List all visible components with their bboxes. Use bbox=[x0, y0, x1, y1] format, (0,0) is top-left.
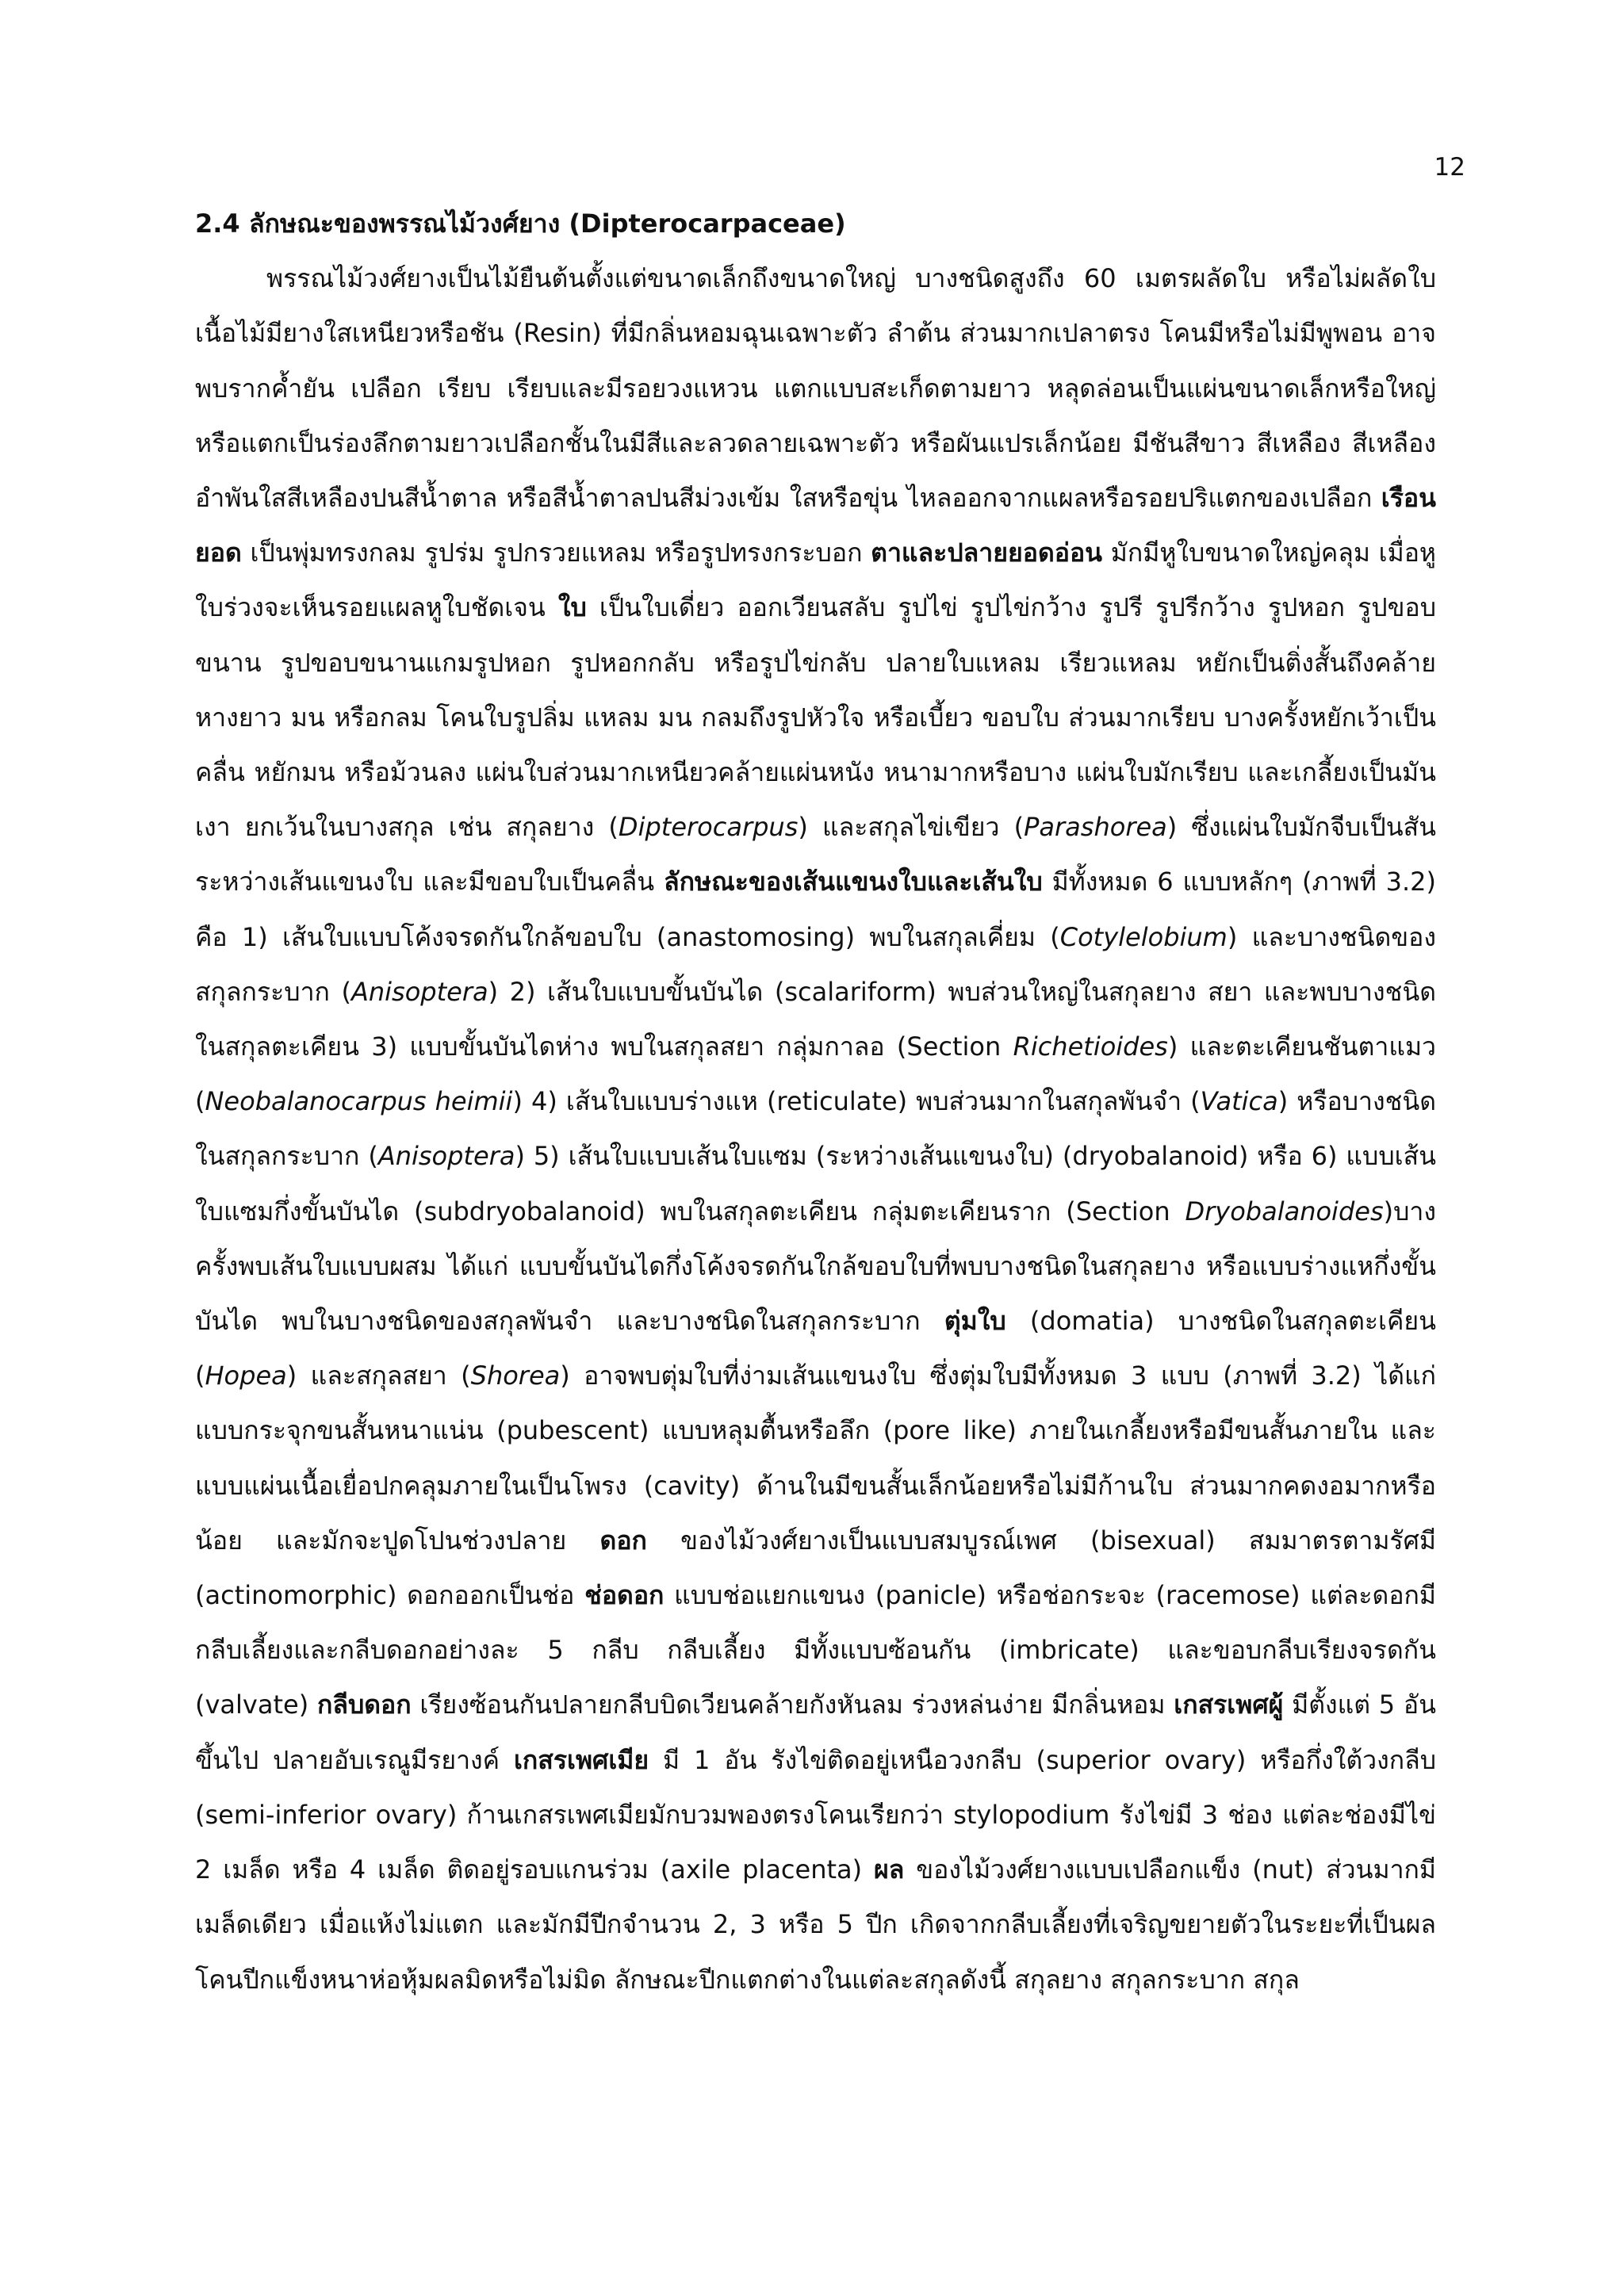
text-run: เป็นพุ่มทรงกลม รูปร่ม รูปกรวยแหลม หรือรูปทรงกระบอก bbox=[241, 538, 871, 568]
bold-term: เกสรเพศผู้ bbox=[1174, 1689, 1284, 1720]
text-run: )บางครั้งพบเส้นใบแบบผสม ได้แก่ แบบขั้นบันไดกึ่งโค้งจรดกันใกล้ขอบใบที่พบบางชนิดในสกุลยาง หรือแบบร่างแหกึ่งขั้นบันได พบในบางชนิดของสกุลพันจำ และบางชนิดในสกุลกระบาก bbox=[195, 1196, 1436, 1337]
scientific-name: Shorea bbox=[470, 1360, 561, 1391]
text-run: มีทั้งหมด 6 แบบหลักๆ (ภาพที่ 3.2) คือ 1) เส้นใบแบบโค้งจรดกันใกล้ขอบใบ (anastomosing) พบในสกุลเคี่ยม ( bbox=[195, 867, 1437, 952]
text-run: ) และตะเคียนชันตาแมว ( bbox=[195, 1031, 1437, 1117]
bold-term: ใบ bbox=[557, 592, 587, 623]
scientific-name: Neobalanocarpus heimii bbox=[205, 1086, 513, 1117]
section-body bbox=[195, 197, 1436, 2007]
text-run: มีตั้งแต่ 5 อันขึ้นไป ปลายอับเรณูมีรยางค์ bbox=[195, 1689, 1437, 1775]
bold-term: ลักษณะของเส้นแขนงใบและเส้นใบ bbox=[664, 867, 1043, 897]
bold-term: ผล bbox=[874, 1854, 905, 1885]
text-run: ) 4) เส้นใบแบบร่างแห (reticulate) พบส่วนมากในสกุลพันจำ ( bbox=[512, 1086, 1201, 1117]
text-run: พรรณไม้วงศ์ยางเป็นไม้ยืนต้นตั้งแต่ขนาดเล็กถึงขนาดใหญ่ บางชนิดสูงถึง 60 เมตรผลัดใบ หรือไม่ผลัดใบ เนื้อไม้มียางใสเหนียวหรือชัน (Resin) ที่มีกลิ่นหอมฉุนเฉพาะตัว ลำต้น ส่วนมากเปลาตรง โคนมีหรือไม่มีพูพอน อาจพบรากค้ำยัน เปลือก เรียบ เรียบและมีรอยวงแหวน แตกแบบสะเก็ดตามยาว หลุดล่อนเป็นแผ่นขนาดเล็กหรือใหญ่ หรือแตกเป็นร่องลึกตามยาวเปลือกชั้นในมีสีและลวดลายเฉพาะตัว หรือผันแปรเล็กน้อย มีชันสีขาว สีเหลือง สีเหลืองอำพันใสสีเหลืองปนสีน้ำตาล หรือสีน้ำตาลปนสีม่วงเข้ม ใสหรือขุ่น ไหลออกจากแผลหรือรอยปริแตกของเปลือก bbox=[195, 263, 1436, 514]
text-run: มี 1 อัน รังไข่ติดอยู่เหนือวงกลีบ (superior ovary) หรือกึ่งใต้วงกลีบ (semi-inferior ovary) ก้านเกสรเพศเมียมักบวมพองตรงโคนเรียกว่า stylopodium รังไข่มี 3 ช่อง แต่ละช่องมีไข่ 2 เมล็ด หรือ 4 เมล็ด ติดอยู่รอบแกนร่วม (axile placenta) bbox=[195, 1744, 1437, 1885]
text-run: ) อาจพบตุ่มใบที่ง่ามเส้นแขนงใบ ซึ่งตุ่มใบมีทั้งหมด 3 แบบ (ภาพที่ 3.2) ได้แก่ แบบกระจุกขนสั้นหนาแน่น (pubescent) แบบหลุมตื้นหรือลึก (pore like) ภายในเกลี้ยงหรือมีขนสั้นภายใน และแบบแผ่นเนื้อเยื่อปกคลุมภายในเป็นโพรง (cavity) ด้านในมีขนสั้นเล็กน้อยหรือไม่มีก้านใบ ส่วนมากคดงอมากหรือน้อย และมักจะปูดโปนช่วงปลาย bbox=[195, 1360, 1437, 1556]
bold-term: กลีบดอก bbox=[316, 1689, 412, 1720]
text-run: แบบช่อแยกแขนง (panicle) หรือช่อกระจะ (racemose) แต่ละดอกมีกลีบเลี้ยงและกลีบดอกอย่างละ 5 กลีบ กลีบเลี้ยง มีทั้งแบบซ้อนกัน (imbricate) และขอบกลีบเรียงจรดกัน (valvate) bbox=[195, 1580, 1437, 1720]
text-run: ) และสกุลสยา ( bbox=[286, 1360, 471, 1391]
scientific-name: Cotylelobium bbox=[1059, 921, 1228, 952]
bold-term: เกสรเพศเมีย bbox=[513, 1744, 649, 1775]
text-run: ) 5) เส้นใบแบบเส้นใบแซม (ระหว่างเส้นแขนงใบ) (dryobalanoid) หรือ 6) แบบเส้นใบแซมกึ่งขั้นบันได (subdryobalanoid) พบในสกุลตะเคียน กลุ่มตะเคียนราก (Section bbox=[195, 1141, 1437, 1226]
text-run: มักมีหูใบขนาดใหญ่คลุม เมื่อหูใบร่วงจะเห็นรอยแผลหูใบชัดเจน bbox=[195, 538, 1437, 623]
bold-term: เรือนยอด bbox=[195, 483, 1436, 568]
text-run: ) หรือบางชนิดในสกุลกระบาก ( bbox=[195, 1086, 1437, 1172]
text-run: ) และบางชนิดของสกุลกระบาก ( bbox=[195, 921, 1437, 1007]
text-run: ) ซึ่งแผ่นใบมักจีบเป็นสันระหว่างเส้นแขนงใบ และมีขอบใบเป็นคลื่น bbox=[195, 812, 1437, 897]
bold-term: ตุ่มใบ bbox=[944, 1306, 1006, 1337]
scientific-name: Vatica bbox=[1200, 1086, 1278, 1117]
bold-term: ตาและปลายยอดอ่อน bbox=[871, 538, 1103, 568]
text-run: เป็นใบเดี่ยว ออกเวียนสลับ รูปไข่ รูปไข่กว้าง รูปรี รูปรีกว้าง รูปหอก รูปขอบขนาน รูปขอบขนานแกมรูปหอก รูปหอกกลับ หรือรูปไข่กลับ ปลายใบแหลม เรียวแหลม หยักเป็นติ่งสั้นถึงคล้ายหางยาว มน หรือกลม โคนใบรูปลิ่ม แหลม มน กลมถึงรูปหัวใจ หรือเบี้ยว ขอบใบ ส่วนมากเรียบ บางครั้งหยักเว้าเป็นคลื่น หยักมน หรือม้วนลง แผ่นใบส่วนมากเหนียวคล้ายแผ่นหนัง หนามากหรือบาง แผ่นใบมักเรียบ และเกลี้ยงเป็นมันเงา ยกเว้นในบางสกุล เช่น สกุลยาง ( bbox=[195, 592, 1437, 843]
scientific-name: Hopea bbox=[205, 1360, 287, 1391]
text-run: ของไม้วงศ์ยางเป็นแบบสมบูรณ์เพศ (bisexual) สมมาตรตามรัศมี (actinomorphic) ดอกออกเป็นช่อ bbox=[195, 1525, 1437, 1611]
section-heading bbox=[195, 197, 1436, 251]
scientific-name: Richetioides bbox=[1013, 1031, 1168, 1062]
scientific-name: Dryobalanoides bbox=[1185, 1196, 1384, 1226]
text-run: (domatia) บางชนิดในสกุลตะเคียน ( bbox=[195, 1306, 1437, 1391]
text-run: ) 2) เส้นใบแบบขั้นบันได (scalariform) พบส่วนใหญ่ในสกุลยาง สยา และพบบางชนิดในสกุลตะเคียน 3) แบบขั้นบันไดห่าง พบในสกุลสยา กลุ่มกาลอ (Section bbox=[195, 976, 1437, 1062]
text-run: ) และสกุลไข่เขียว ( bbox=[798, 812, 1025, 843]
body-paragraph bbox=[195, 251, 1436, 2007]
bold-term: ช่อดอก bbox=[584, 1580, 665, 1611]
scientific-name: Parashorea bbox=[1024, 812, 1167, 843]
page-number: 12 bbox=[1434, 153, 1465, 182]
bold-term: ดอก bbox=[599, 1525, 647, 1556]
text-run: ของไม้วงศ์ยางแบบเปลือกแข็ง (nut) ส่วนมากมีเมล็ดเดียว เมื่อแห้งไม่แตก และมักมีปีกจำนวน 2, 3 หรือ 5 ปีก เกิดจากกลีบเลี้ยงที่เจริญขยายตัวในระยะที่เป็นผล โคนปีกแข็งหนาห่อหุ้มผลมิดหรือไม่มิด ลักษณะปีกแตกต่างในแต่ละสกุลดังนี้ สกุลยาง สกุลกระบาก สกุล bbox=[195, 1854, 1437, 1995]
section-number: 2.4 bbox=[195, 209, 240, 239]
text-run: เรียงซ้อนกันปลายกลีบบิดเวียนคล้ายกังหันลม ร่วงหล่นง่าย มีกลิ่นหอม bbox=[411, 1689, 1174, 1720]
scientific-name: Anisoptera bbox=[377, 1141, 515, 1172]
scientific-name: Anisoptera bbox=[350, 976, 488, 1007]
scientific-name: Dipterocarpus bbox=[618, 812, 799, 843]
section-title: ลักษณะของพรรณไม้วงศ์ยาง (Dipterocarpaceae) bbox=[249, 209, 846, 239]
